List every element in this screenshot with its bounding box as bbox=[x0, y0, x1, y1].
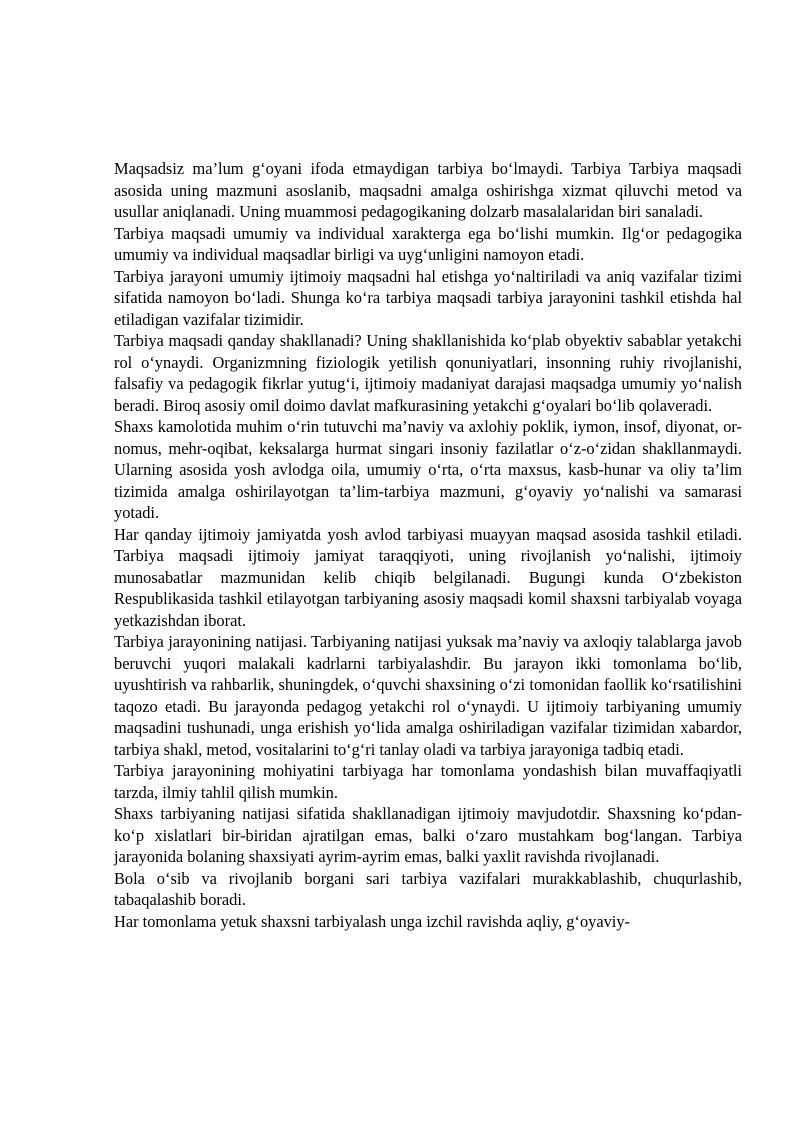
paragraph-5: Shaxs kamolotida muhim o‘rin tutuvchi ma’naviy va axlohiy poklik, iymon, insof, diyonat, or-nomus, mehr-oqibat, keksalarga hurmat singari insoniy fazilatlar o‘z-o‘zidan shakllanmaydi. Ularning asosida yosh avlodga oila, umumiy o‘rta, o‘rta maxsus, kasb-hunar va oliy ta’lim tizimida amalga oshirilayotgan ta’lim-tarbiya mazmuni, g‘oyaviy yo‘nalishi va samarasi yotadi. bbox=[114, 417, 742, 522]
paragraph-10: Bola o‘sib va rivojlanib borgani sari tarbiya vazifalari murakkablashib, chuqurlashib, tabaqalashib boradi. bbox=[114, 868, 742, 909]
paragraph-7: Tarbiya jarayonining natijasi. Tarbiyaning natijasi yuksak ma’naviy va axloqiy talablarga javob beruvchi yuqori malakali kadrlarni tarbiyalashdir. Bu jarayon ikki tomonlama bo‘lib, uyushtirish va rahbarlik, shuningdek, o‘quvchi shaxsining o‘zi tomonidan faollik ko‘rsatilishini taqozo etadi. Bu jarayonda pedagog yetakchi rol o‘ynaydi. U ijtimoiy tarbiyaning umumiy maqsadini tushunadi, unga erishish yo‘lida amalga oshiriladigan vazifalar tizimidan xabardor, tarbiya shakl, metod, vositalarini to‘g‘ri tanlay oladi va tarbiya jarayoniga tadbiq etadi. bbox=[114, 632, 742, 759]
paragraph-6: Har qanday ijtimoiy jamiyatda yosh avlod tarbiyasi muayyan maqsad asosida tashkil etiladi. Tarbiya maqsadi ijtimoiy jamiyat taraqqiyoti, uning rivojlanish yo‘nalishi, ijtimoiy munosabatlar mazmunidan kelib chiqib belgilanadi. Bugungi kunda O‘zbekiston Respublikasida tashkil etilayotgan tarbiyaning asosiy maqsadi komil shaxsni tarbiyalab voyaga yetkazishdan iborat. bbox=[114, 524, 742, 630]
paragraph-4: Tarbiya maqsadi qanday shakllanadi? Uning shakllanishida ko‘plab obyektiv sabablar yetakchi rol o‘ynaydi. Organizmning fiziologik yetilish qonuniyatlari, insonning ruhiy rivojlanishi, falsafiy va pedagogik fikrlar yutug‘i, ijtimoiy madaniyat darajasi maqsadga umumiy yo‘nalish beradi. Biroq asosiy omil doimo davlat mafkurasining yetakchi g‘oyalari bo‘lib qolaveradi. bbox=[114, 331, 742, 415]
paragraph-2: Tarbiya maqsadi umumiy va individual xarakterga ega bo‘lishi mumkin. Ilg‘or pedagogika umumiy va individual maqsadlar birligi va uyg‘unligini namoyon etadi. bbox=[114, 223, 742, 264]
paragraph-1: Maqsadsiz ma’lum g‘oyani ifoda etmaydigan tarbiya bo‘lmaydi. Tarbiya Tarbiya maqsadi asosida uning mazmuni asoslanib, maqsadni amalga oshirishga xizmat qiluvchi metod va usullar aniqlanadi. Uning muammosi pedagogikaning dolzarb masalalaridan biri sanaladi. bbox=[114, 159, 742, 221]
paragraph-8: Tarbiya jarayonining mohiyatini tarbiyaga har tomonlama yondashish bilan muvaffaqiyatli tarzda, ilmiy tahlil qilish mumkin. bbox=[114, 761, 742, 802]
paragraph-9: Shaxs tarbiyaning natijasi sifatida shakllanadigan ijtimoiy mavjudotdir. Shaxsning ko‘pdan-ko‘p xislatlari bir-biridan ajratilgan emas, balki o‘zaro mustahkam bog‘langan. Tarbiya jarayonida bolaning shaxsiyati ayrim-ayrim emas, balki yaxlit ravishda rivojlanadi. bbox=[114, 804, 742, 866]
paragraph-3: Tarbiya jarayoni umumiy ijtimoiy maqsadni hal etishga yo‘naltiriladi va aniq vazifalar tizimi sifatida namoyon bo‘ladi. Shunga ko‘ra tarbiya maqsadi tarbiya jarayonini tashkil etishda hal etiladigan vazifalar tizimidir. bbox=[114, 266, 742, 329]
paragraph-11: Har tomonlama yetuk shaxsni tarbiyalash unga izchil ravishda aqliy, g‘oyaviy- bbox=[114, 911, 631, 931]
document-page bbox=[114, 158, 742, 932]
